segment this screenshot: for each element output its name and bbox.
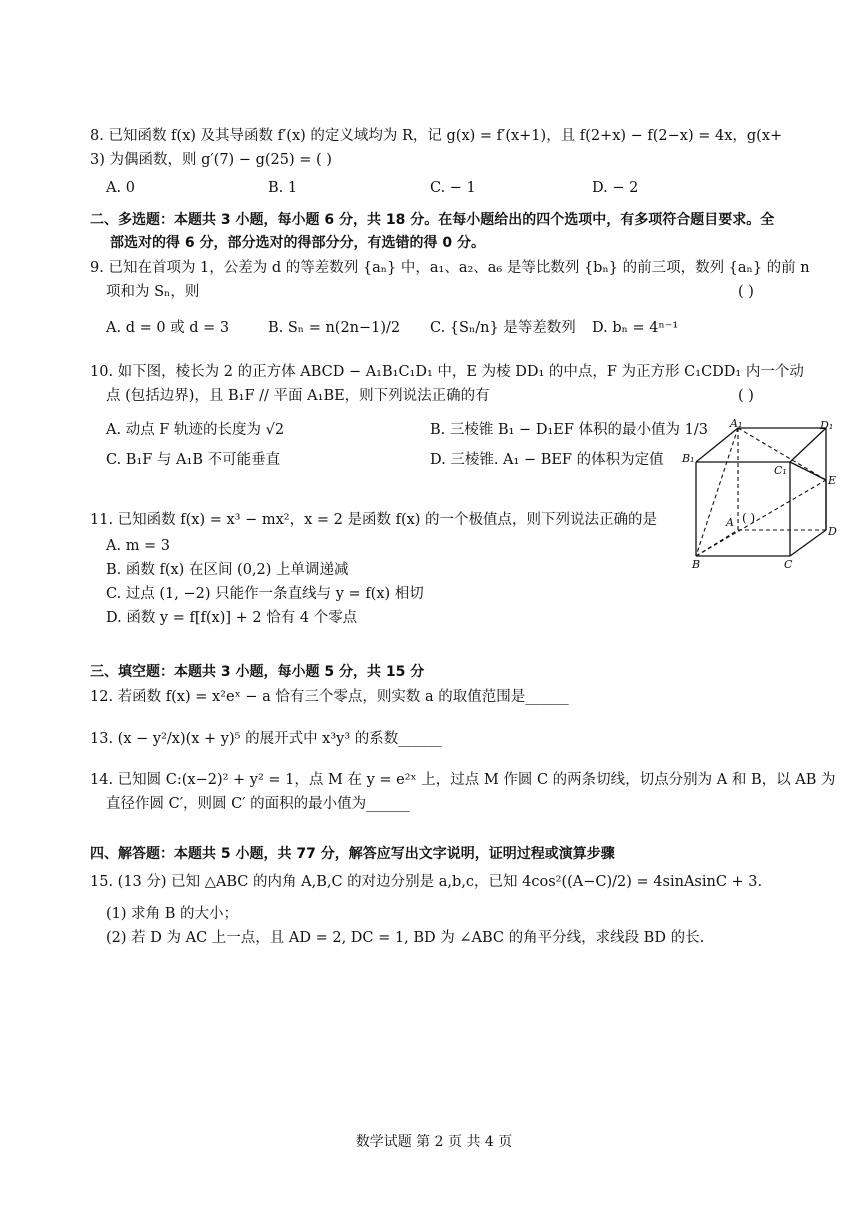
- figure-bracket: ( ): [742, 511, 756, 525]
- q14-line2: 直径作圆 C′，则圆 C′ 的面积的最小值为______: [106, 796, 410, 812]
- label-a1: A₁: [730, 418, 743, 430]
- section3-heading: 三、填空题：本题共 3 小题，每小题 5 分，共 15 分: [90, 664, 425, 680]
- q10-option-a: A. 动点 F 轨迹的长度为 √2: [106, 422, 285, 438]
- q14-line1: 14. 已知圆 C:(x−2)² + y² = 1，点 M 在 y = e²ˣ 上，过点 M 作圆 C 的两条切线，切点分别为 A 和 B，以 AB 为: [90, 772, 836, 788]
- q8-line2: 3) 为偶函数，则 g′(7) − g(25) = ( ): [90, 152, 332, 168]
- q9-option-c: C. {Sₙ/n} 是等差数列: [430, 320, 576, 336]
- q15-part2: (2) 若 D 为 AC 上一点，且 AD = 2, DC = 1, BD 为 ∠ABC 的角平分线，求线段 BD 的长.: [106, 930, 705, 946]
- q8-option-c: C. − 1: [430, 180, 476, 196]
- q11-option-c: C. 过点 (1, −2) 只能作一条直线与 y = f(x) 相切: [106, 586, 424, 602]
- label-c: C: [784, 558, 793, 571]
- q11-line1: 11. 已知函数 f(x) = x³ − mx²，x = 2 是函数 f(x) 的一个极值点，则下列说法正确的是: [90, 512, 658, 528]
- q9-option-d: D. bₙ = 4ⁿ⁻¹: [592, 320, 679, 336]
- q10-line1: 10. 如下图，棱长为 2 的正方体 ABCD − A₁B₁C₁D₁ 中，E 为棱 DD₁ 的中点，F 为正方形 C₁CDD₁ 内一个动: [90, 364, 804, 380]
- label-c1: C₁: [774, 464, 787, 477]
- label-e: E: [828, 474, 837, 487]
- q15-part1: (1) 求角 B 的大小；: [106, 906, 239, 922]
- q8-option-a: A. 0: [106, 180, 135, 196]
- q9-line1: 9. 已知在首项为 1，公差为 d 的等差数列 {aₙ} 中，a₁、a₂、a₆ 是等比数列 {bₙ} 的前三项，数列 {aₙ} 的前 n: [90, 260, 810, 276]
- q8-line1: 8. 已知函数 f(x) 及其导函数 f′(x) 的定义域均为 R，记 g(x) = f′(x+1)，且 f(2+x) − f(2−x) = 4x，g(x+: [90, 128, 783, 144]
- q10-option-c: C. B₁F 与 A₁B 不可能垂直: [106, 452, 281, 468]
- q9-answer-bracket: ( ): [738, 284, 754, 300]
- q13-line1: 13. (x − y²/x)(x + y)⁵ 的展开式中 x³y³ 的系数______: [90, 731, 442, 747]
- q11-option-d: D. 函数 y = f[f(x)] + 2 恰有 4 个零点: [106, 610, 358, 626]
- cube-figure: [680, 418, 850, 578]
- q10-answer-bracket: ( ): [738, 388, 754, 404]
- q8-option-d: D. − 2: [592, 180, 639, 196]
- q10-line2: 点 (包括边界)，且 B₁F // 平面 A₁BE，则下列说法正确的有: [106, 388, 490, 404]
- label-d1: D₁: [820, 419, 834, 432]
- q10-option-d: D. 三棱锥. A₁ − BEF 的体积为定值: [430, 452, 664, 468]
- q12-line1: 12. 若函数 f(x) = x²eˣ − a 恰有三个零点，则实数 a 的取值范围是______: [90, 689, 569, 705]
- section2-heading: 二、多选题：本题共 3 小题，每小题 6 分，共 18 分。在每小题给出的四个选项中，有多项符合题目要求。全: [90, 212, 775, 228]
- q9-option-b: B. Sₙ = n(2n−1)/2: [268, 320, 401, 336]
- q10-option-b: B. 三棱锥 B₁ − D₁EF 体积的最小值为 1/3: [430, 422, 708, 438]
- section4-heading: 四、解答题：本题共 5 小题，共 77 分，解答应写出文字说明，证明过程或演算步骤: [90, 846, 615, 862]
- label-d: D: [828, 525, 837, 538]
- q9-line2: 项和为 Sₙ，则: [106, 284, 200, 300]
- q15-line1: 15. (13 分) 已知 △ABC 的内角 A,B,C 的对边分别是 a,b,c，已知 4cos²((A−C)/2) = 4sinAsinC + 3.: [90, 874, 763, 890]
- q8-option-b: B. 1: [268, 180, 298, 196]
- q11-option-b: B. 函数 f(x) 在区间 (0,2) 上单调递减: [106, 562, 349, 578]
- label-b: B: [692, 558, 701, 571]
- q9-option-a: A. d = 0 或 d = 3: [106, 320, 230, 336]
- label-a: A: [726, 516, 734, 529]
- q11-option-a: A. m = 3: [106, 538, 171, 554]
- section2-heading-cont: 部选对的得 6 分，部分选对的得部分分，有选错的得 0 分。: [110, 235, 485, 251]
- label-b1: B₁: [682, 452, 695, 465]
- page-footer: 数学试题 第 2 页 共 4 页: [355, 1134, 513, 1150]
